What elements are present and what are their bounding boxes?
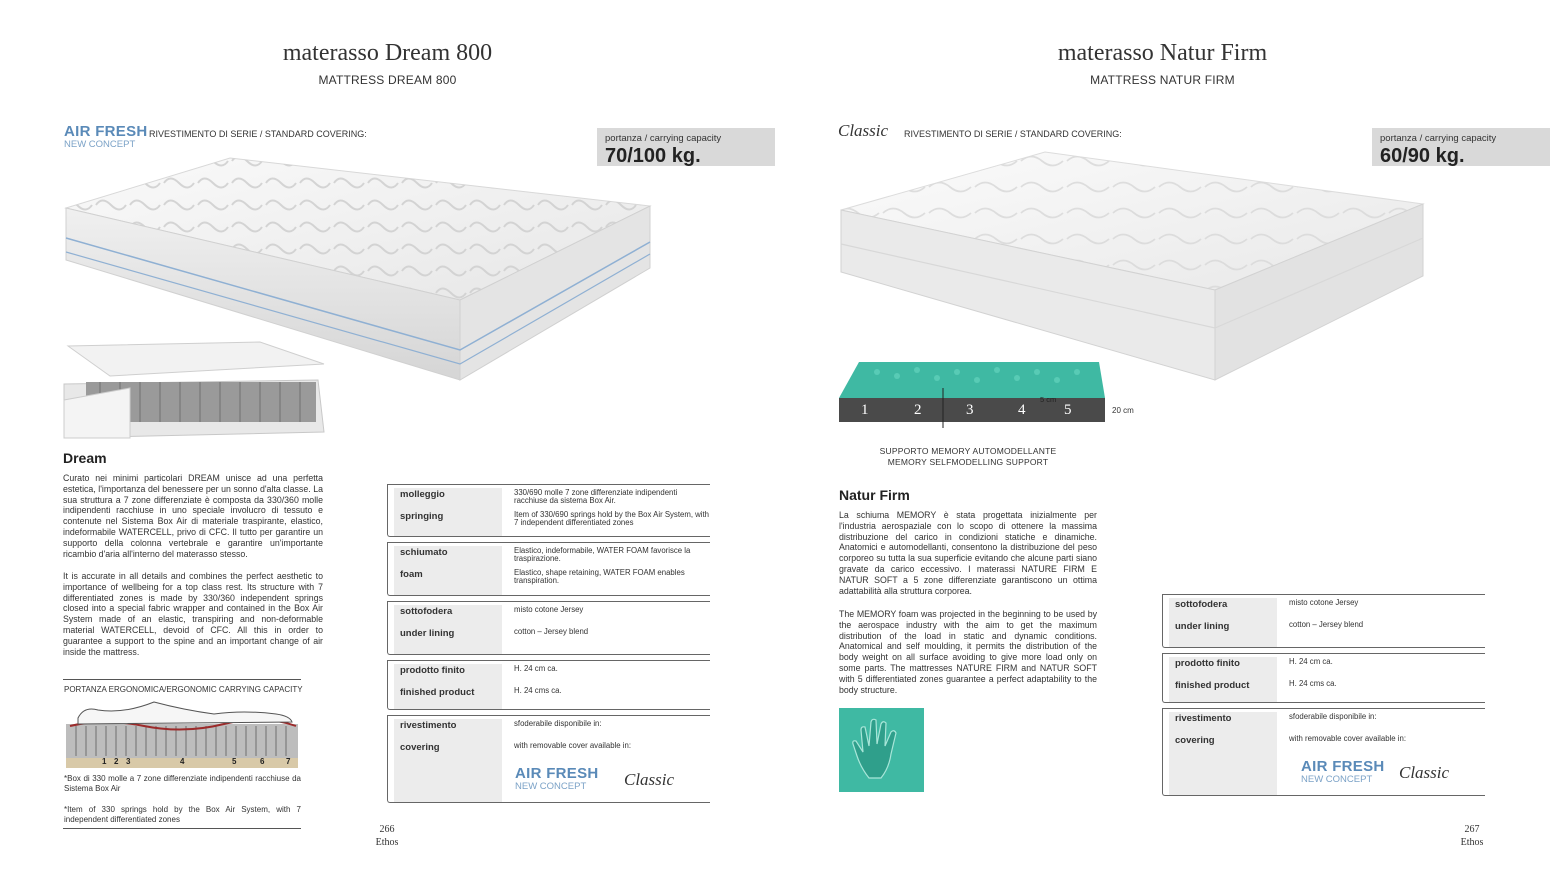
right-page xyxy=(775,0,1550,872)
spec-group-springing xyxy=(387,484,710,537)
capacity-value: 60/90 kg. xyxy=(1380,145,1465,167)
classic-logo: Classic xyxy=(838,121,889,140)
spec-row: molleggio 330/690 molle 7 zone differenziate indipendenti racchiuse da sistema Box Air. xyxy=(400,488,678,506)
spec-group-finished xyxy=(387,660,710,710)
capacity-label: portanza / carrying capacity xyxy=(1380,133,1497,144)
airfresh-logo: AIR FRESH NEW CONCEPT xyxy=(515,765,599,792)
standard-covering-label: RIVESTIMENTO DI SERIE / STANDARD COVERING: xyxy=(149,129,367,139)
spec-row: finished product H. 24 cms ca. xyxy=(1175,679,1337,691)
memory-zone-numbers: 1 2 3 4 5 xyxy=(861,402,1072,418)
spec-row: covering with removable cover available in: xyxy=(1175,734,1407,746)
standard-covering-label: RIVESTIMENTO DI SERIE / STANDARD COVERING: xyxy=(904,129,1122,139)
page-subtitle: MATTRESS NATUR FIRM xyxy=(1090,73,1235,87)
spec-row: under lining cotton – Jersey blend xyxy=(400,627,589,639)
page-number: 266 Ethos xyxy=(375,824,399,848)
airfresh-logo: AIR FRESH NEW CONCEPT xyxy=(64,123,148,150)
capacity-label: portanza / carrying capacity xyxy=(605,133,722,144)
spec-row: sottofodera misto cotone Jersey xyxy=(400,605,584,617)
spec-row: schiumato Elastico, indeformabile, WATER FOAM favorisce la traspirazione. xyxy=(400,546,691,564)
spec-row: covering with removable cover available in: xyxy=(400,741,632,753)
spec-group-foam xyxy=(387,542,710,596)
classic-logo: Classic xyxy=(624,770,675,789)
spec-group-covering xyxy=(1162,708,1485,796)
height-label: 20 cm xyxy=(1112,406,1134,415)
ergonomic-title: PORTANZA ERGONOMICA/ERGONOMIC CARRYING CAPACITY xyxy=(64,685,303,694)
capacity-value: 70/100 kg. xyxy=(605,145,701,167)
layer-thickness-label: 5 cm xyxy=(1040,395,1057,404)
spec-row: rivestimento sfoderabile disponibile in: xyxy=(400,719,602,731)
spec-table xyxy=(387,484,710,808)
left-page: materasso Dream 800 MATTRESS DREAM 800 AIR FRESH NEW CONCEPT RIVESTIMENTO DI SERIE / STANDARD COVERING: portanza / carrying capacity 70/100 kg. Dream Curato nei minimi particolari DREAM unisce ad una perfetta estetica, l'importanza del benessere per un sonno d'alta classe. La sua struttura a 7 zone differenziate è composta da 330/360 molle indipendenti racchiuse in uno speciale involucro di tessuto e contenute nel Sistema Box Air di materiale traspirante, elastico, indeformabile WATERCELL, privo di CFC. Il tutto per garantire un supporto della colonna vertebrale e garantire un'importante ricambio d'aria all'interno del materasso stesso. It is accurate in all details and combines the perfect aesthetic to importance of wellbeing for a top class rest. Its structure with 7 differentiated zones is made by 330/360 independent springs closed into a special fabric wrapper and contained in the Box Air System made of an elastic, transpiring and non-deformable material WATERCELL, devoid of CFC. All this in order to guarantee a support to the spine and an important change of air inside the mattress. PORTANZA ERGONOMICA/ERGONOMIC CARRYING CAPACITY 1 2 3 4 5 6 7 *Box di 330 molle a 7 zone differenziate indipendenti racchiuse da Sistema Box Air *Item of 330 springs hold by the Box Air System, with 7 independent differentiated zones molleggio 330/690 molle 7 zone differenziate indipendenti racchiuse da sistema Box Air. springing Item of 330/690 springs hold by the Box Air System, with 7 independent differentiated zones schiumato Elastico, indeformabile, WATER FOAM favorisce la traspirazione. foam Elastico, shape retaining, WATER FOAM enables transpiration. sottofodera misto cotone Jersey under lining cotton – Jersey blend prodotto finito H. 24 cm ca. finished product H. 24 cms ca. rivestimento sfoderabile disponibile in: covering with removable cover available in: AIR FRESH NEW CONCEPT Classic 266 Ethos xyxy=(0,0,775,872)
mattress-natur-firm-image xyxy=(835,148,1427,388)
spec-row: prodotto finito H. 24 cm ca. xyxy=(400,664,558,676)
section-title-dream: Dream xyxy=(63,450,107,466)
page-subtitle: MATTRESS DREAM 800 xyxy=(318,73,457,87)
spec-row: prodotto finito H. 24 cm ca. xyxy=(1175,657,1333,669)
note-italian: *Box di 330 molle a 7 zone differenziate indipendenti racchiuse da Sistema Box Air xyxy=(64,774,301,793)
description-english: The MEMORY foam was projected in the beginning to be used by the aerospace industry with the aim to get the maximum distribution of the load in static and dynamic conditions. Anatomical and self moulding, it permits the distribution of the body weight on all surface avoiding to give more load only on some parts. The mattresses NATURE FIRM and NATUR SOFT with 5 differentiated zones guarantee a perfect adaptability to the body structure. xyxy=(839,609,1097,695)
description-italian: Curato nei minimi particolari DREAM unisce ad una perfetta estetica, l'importanza del benessere per un sonno d'alta classe. La sua struttura a 7 zone differenziate è composta da 330/360 molle indipendenti racchiuse in uno speciale involucro di tessuto e contenute nel Sistema Box Air di materiale traspirante, elastico, indeformabile WATERCELL, privo di CFC. Il tutto per garantire un supporto della colonna vertebrale e garantire un'importante ricambio d'aria all'interno del materasso stesso. xyxy=(63,473,323,559)
page-title: materasso Dream 800 xyxy=(282,40,493,66)
spec-group-finished xyxy=(1162,653,1485,703)
description-italian: La schiuma MEMORY è stata progettata inizialmente per l'industria aerospaziale con lo scopo di ottenere la massima distribuzione del carico in condizioni statiche e dinamiche. Anatomici e automodellanti, consentono la distribuzione del peso corporeo su tutta la sua superficie evitando che alcune parti siano gravate da carico eccessivo. I materassi NATURE FIRM E NATUR SOFT a 5 zone differenziate garantiscono un ottima adattabilità alla struttura corporea. xyxy=(839,510,1097,596)
memory-caption: SUPPORTO MEMORY AUTOMODELLANTE MEMORY SELFMODELLING SUPPORT xyxy=(879,446,1057,467)
page-title: materasso Natur Firm xyxy=(1057,40,1268,66)
description-english: It is accurate in all details and combines the perfect aesthetic to importance of wellbeing for a top class rest. Its structure with 7 differentiated zones is made by 330/360 independent springs closed into a special fabric wrapper and contained in the Box Air System made of an elastic, transpiring and non-deformable material WATERCELL, devoid of CFC. All this in order to guarantee a support to the spine and an important change of air inside the mattress. xyxy=(63,571,323,657)
memory-foam-hand-image xyxy=(839,708,924,792)
classic-logo: Classic xyxy=(1399,763,1450,782)
spec-row: finished product H. 24 cms ca. xyxy=(400,686,562,698)
spec-row: springing Item of 330/690 springs hold by the Box Air System, with 7 independent differentiated zones xyxy=(400,510,710,528)
spec-row: foam Elastico, shape retaining, WATER FOAM enables transpiration. xyxy=(400,568,685,586)
page-number: 267 Ethos xyxy=(1460,824,1484,848)
spec-row: rivestimento sfoderabile disponibile in: xyxy=(1175,712,1377,724)
divider xyxy=(63,828,301,829)
spec-group-underlining xyxy=(387,601,710,655)
spec-group-underlining xyxy=(1162,594,1485,648)
section-title-natur-firm: Natur Firm xyxy=(839,487,910,503)
spec-group-covering xyxy=(387,715,710,803)
divider xyxy=(63,679,301,680)
spring-system-image xyxy=(60,340,328,442)
spec-row: under lining cotton – Jersey blend xyxy=(1175,620,1364,632)
note-english: *Item of 330 springs hold by the Box Air System, with 7 independent differentiated zones xyxy=(64,805,301,824)
spec-row: sottofodera misto cotone Jersey xyxy=(1175,598,1359,610)
spec-table xyxy=(1162,594,1485,801)
airfresh-logo: AIR FRESH NEW CONCEPT xyxy=(1301,758,1385,785)
